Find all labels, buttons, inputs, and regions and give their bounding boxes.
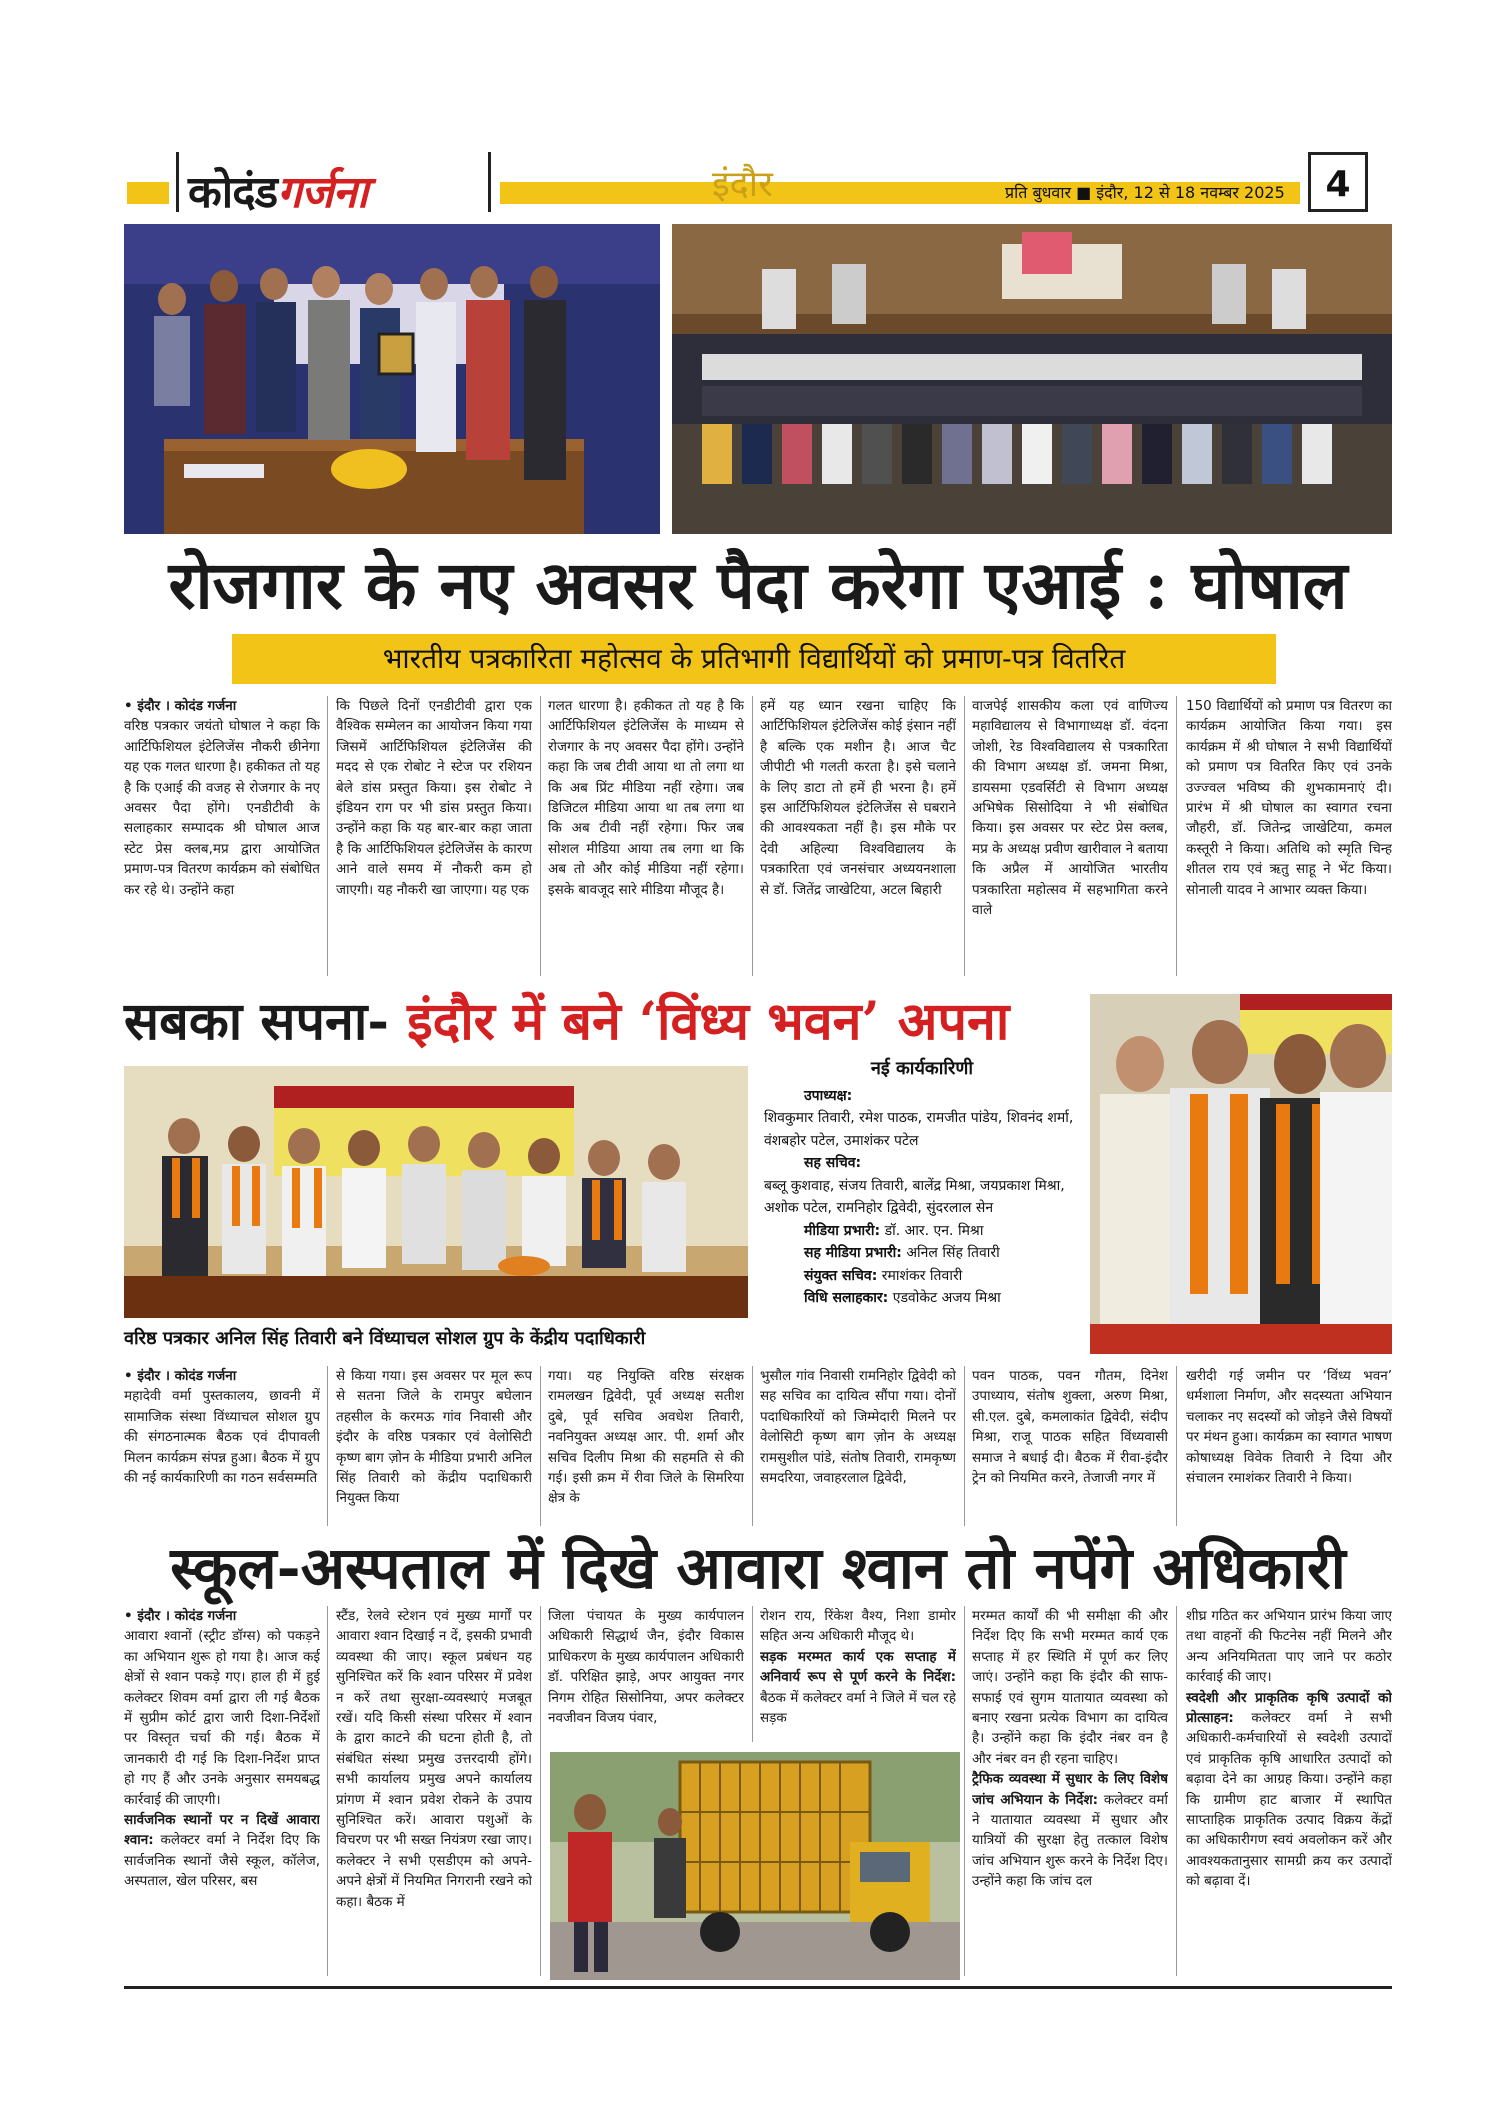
story1-column-5: वाजपेई शासकीय कला एवं वाणिज्य महाविद्यालय से विभागाध्यक्ष डॉ. वंदना जोशी, रेड विश्वविद्यालय से पत्रकारिता की विभाग अध्यक्ष डॉ. जमना मिश्रा, डायसमा एडवर्सिटी से विभाग अध्यक्ष अभिषेक सिसोदिया ने भी संबोधित किया। इस अवसर पर स्टेट प्रेस क्लब, मप्र के अध्यक्ष प्रवीण खारीवाल ने बताया कि अप्रैल में आयोजित भारतीय पत्रकारिता महोत्सव में सहभागिता करने वाले [972, 698, 1168, 919]
story1-dateline: • इंदौर । कोदंड गर्जना [124, 698, 237, 714]
executive-value: अनिल सिंह तिवारी [901, 1245, 1000, 1261]
executive-title: नई कार्यकारिणी [870, 1058, 974, 1079]
story3-column-6 [1186, 1606, 1392, 1982]
logo-part-1: कोदंड [188, 167, 278, 218]
executive-value: रमाशंकर तिवारी [877, 1267, 963, 1284]
column-separator [964, 1366, 965, 1526]
story2-headline-part-1: सबका सपना- [124, 991, 389, 1052]
story3-column-1 [124, 1606, 320, 1982]
story3-col1-subhead: सार्वजनिक स्थानों पर न दिखें आवारा श्वान: [124, 1812, 320, 1849]
masthead-divider-right [488, 152, 491, 212]
newspaper-logo [188, 160, 367, 220]
masthead-city: इंदौर [712, 164, 773, 205]
story1-column-6: 150 विद्यार्थियों को प्रमाण पत्र वितरण का कार्यक्रम आयोजित किया गया। इस कार्यक्रम में श्री घोषाल ने सभी विद्यार्थियों को प्रमाण पत्र वितरित किए एवं उनके उज्ज्वल भविष्य की शुभकामनाएं दी। प्रारंभ में श्री घोषाल का स्वागत रचना जौहरी, डॉ. जितेन्द्र जाखेटिया, कमल कस्तूरी ने किया। अतिथि को स्मृति चिन्ह शीतल राय एवं ऋतु साहू ने भेंट किया। सोनाली यादव ने आभार व्यक्त किया। [1186, 698, 1392, 898]
executive-label: मीडिया प्रभारी: [804, 1222, 881, 1239]
story3-headline: स्कूल-अस्पताल में दिखे आवारा श्वान तो नपेंगे अधिकारी [170, 1534, 1346, 1602]
executive-label: उपाध्यक्ष: [804, 1087, 853, 1104]
executive-value: शिवकुमार तिवारी, रमेश पाठक, रामजीत पांडेय, शिवनंद शर्मा, वंशबहोर पटेल, उमाशंकर पटेल [764, 1110, 1074, 1149]
story3-column-3: जिला पंचायत के मुख्य कार्यपालन अधिकारी सिद्धार्थ जैन, इंदौर विकास प्राधिकरण के मुख्य कार्यपालन अधिकारी डॉ. परिक्षित झाड़े, अपर आयुक्त नगर निगम रोहित सिसोनिया, अपर कलेक्टर नवजीवन विजय पंवार, [548, 1608, 744, 1727]
story2-col1-text: महादेवी वर्मा पुस्तकालय, छावनी में सामाजिक संस्था विंध्याचल सोशल ग्रुप की संगठनात्मक बैठक एवं दीपावली मिलन कार्यक्रम संपन्न हुआ। बैठक में ग्रुप की नई कार्यकारिणी का गठन सर्वसम्मति [124, 1388, 320, 1487]
story3-col5-text: मरम्मत कार्यों की भी समीक्षा की और निर्देश दिए कि सभी मरम्मत कार्य एक सप्ताह में हर स्थिति में पूर्ण कर लिए जाएं। उन्होंने कहा कि इंदौर की साफ-सफाई एवं सुगम यातायात व्यवस्था को बनाए रखना प्रत्येक विभाग का दायित्व है। उन्होंने कहा कि इंदौर नंबर वन है और नंबर वन ही रहना चाहिए। [972, 1608, 1168, 1767]
executive-row [764, 1175, 1080, 1220]
story3-column-2: स्टैंड, रेलवे स्टेशन एवं मुख्य मार्गों पर आवारा श्वान दिखाई न दें, इसकी प्रभावी व्यवस्था की जाए। स्कूल प्रबंधन यह सुनिश्चित करें कि श्वान परिसर में प्रवेश न करें तथा सुरक्षा-व्यवस्थाएं मजबूत रखें। यदि किसी संस्था परिसर में श्वान के द्वारा काटने की घटना होती है, तो संबंधित संस्था प्रमुख उत्तरदायी होंगे। सभी कार्यालय प्रमुख अपने कार्यालय प्रांगण में श्वान प्रवेश रोकने के उपाय सुनिश्चित करें। आवारा पशुओं के विचरण पर भी सख्त नियंत्रण रखा जाए। कलेक्टर ने सभी एसडीएम को अपने-अपने क्षेत्रों में नियमित निगरानी रखने को कहा। बैठक में [336, 1608, 532, 1910]
story3-col1-text: आवारा श्वानों (स्ट्रीट डॉग्स) को पकड़ने का अभियान शुरू हो गया है। आज कई क्षेत्रों से श्वान पकड़े गए। हाल ही में हुई कलेक्टर शिवम वर्मा द्वारा ली गई बैठक में सुप्रीम कोर्ट द्वारा जारी दिशा-निर्देशों पर विस्तृत चर्चा की गई। बैठक में जानकारी दी गई कि दिशा-निर्देश प्राप्त हो गए हैं और उनके अनुसार समयबद्ध कार्रवाई की जाएगी। [124, 1628, 320, 1808]
executive-value: एडवोकेट अजय मिश्रा [888, 1290, 1001, 1306]
story3-col4-subhead: सड़क मरम्मत कार्य एक सप्ताह में अनिवार्य रूप से पूर्ण करने के निर्देश: [760, 1648, 956, 1686]
story2-column-1 [124, 1366, 320, 1532]
executive-row [764, 1287, 1080, 1310]
executive-label: विधि सलाहकार: [804, 1290, 889, 1306]
story2-column-6: खरीदी गई जमीन पर ‘विंध्य भवन’ धर्मशाला निर्माण, और सदस्यता अभियान चलाकर नए सदस्यों को जोड़ने जैसे विषयों पर मंथन हुआ। कार्यक्रम का स्वागत भाषण कोषाध्यक्ष विवेक तिवारी ने दिया और संचालन रमाशंकर तिवारी ने किया। [1186, 1368, 1392, 1487]
story3-col6-text: शीघ्र गठित कर अभियान प्रारंभ किया जाए तथा वाहनों की फिटनेस नहीं मिलने और अन्य अनियमितता पाए जाने पर कठोर कार्रवाई की जाए। [1186, 1608, 1392, 1686]
executive-label: संयुक्त सचिव: [804, 1267, 878, 1284]
column-separator [540, 1606, 541, 1976]
story1-column-3: गलत धारणा है। हकीकत तो यह है कि आर्टिफिशियल इंटेलिजेंस के माध्यम से रोजगार के नए अवसर पैदा होंगे। उन्होंने कहा कि जब टीवी आया था तो लगा था कि अब प्रिंट मीडिया नहीं रहेगा। जब डिजिटल मीडिया आया था तब लगा था कि अब टीवी नहीं रहेगा। फिर जब सोशल मीडिया आया तब लगा था कि अब तो और कोई मीडिया नहीं रहेगा। इसके बावजूद सारे मीडिया मौजूद है। [548, 698, 744, 898]
story2-column-3: गया। यह नियुक्ति वरिष्ठ संरक्षक रामलखन द्विवेदी, पूर्व अध्यक्ष सतीश दुबे, पूर्व सचिव अवधेश तिवारी, नवनियुक्त अध्यक्ष आर. पी. शर्मा और सचिव दिलीप मिश्रा की सहमति से की गई। इसी क्रम में रीवा जिले के सिमरिया क्षेत्र के [548, 1368, 744, 1507]
story3-column-4 [760, 1606, 956, 1748]
story3-col4-text-b: बैठक में कलेक्टर वर्मा ने जिले में चल रहे सड़क [760, 1689, 956, 1727]
executive-label: सह मीडिया प्रभारी: [804, 1245, 902, 1261]
column-separator [327, 1366, 328, 1526]
story2-headline-part-2: इंदौर में बने ‘विंध्य भवन’ अपना [407, 991, 1010, 1052]
executive-row [764, 1265, 1080, 1288]
column-separator [1176, 1366, 1177, 1526]
column-separator [540, 1366, 541, 1526]
story1-subheadline: भारतीय पत्रकारिता महोत्सव के प्रतिभागी विद्यार्थियों को प्रमाण-पत्र वितरित [232, 634, 1276, 684]
executive-row [764, 1107, 1080, 1152]
story1-col1-text: वरिष्ठ पत्रकार जयंतो घोषाल ने कहा कि आर्टिफिशियल इंटेलिजेंस नौकरी छीनेगा यह एक गलत धारणा है। हकीकत तो यह है कि एआई की वजह से रोजगार के नए अवसर पैदा होंगे। एनडीटीवी के सलाहकार सम्पादक श्री घोषाल आज स्टेट प्रेस क्लब,मप्र द्वारा आयोजित प्रमाण-पत्र वितरण कार्यक्रम को संबोधित कर रहे थे। उन्होंने कहा [124, 718, 320, 898]
page-bottom-rule [124, 1986, 1392, 1989]
story1-column-1 [124, 696, 320, 984]
logo-part-2: गर्जना [277, 167, 368, 218]
column-separator [964, 696, 965, 976]
column-separator [327, 696, 328, 976]
story2-headline [124, 986, 1084, 1058]
executive-value: बब्लू कुशवाह, संजय तिवारी, बालेंद्र मिश्रा, जयप्रकाश मिश्रा, अशोक पटेल, रामनिहोर द्विवेदी, सुंदरलाल सेन [764, 1177, 1065, 1216]
column-separator [327, 1606, 328, 1976]
masthead-bar-left [127, 182, 169, 204]
column-separator [752, 1606, 753, 1742]
story3-column-5 [972, 1606, 1168, 1982]
column-separator [752, 1366, 753, 1526]
story2-column-5: पवन पाठक, पवन गौतम, दिनेश उपाध्याय, संतोष शुक्ला, अरुण मिश्रा, सी.एल. दुबे, कमलाकांत द्विवेदी, संदीप मिश्रा, राजू पाठक सहित विंध्यवासी समाज ने बधाई दी। बैठक में रीवा-इंदौर ट्रेन को नियमित करने, तेजाजी नगर में [972, 1368, 1168, 1487]
story3-col6-text-b: कलेक्टर वर्मा ने सभी अधिकारी-कर्मचारियों से स्वदेशी उत्पादों एवं प्राकृतिक कृषि आधारित उत्पादों को बढ़ावा देने का आग्रह किया। उन्होंने कहा कि ग्रामीण हाट बाजार में स्थापित साप्ताहिक प्राकृतिक उत्पाद विक्रय केंद्रों का अधिकारीगण स्वयं अवलोकन करें और आवश्यकतानुसार सामग्री क्रय कर उत्पादों को बढ़ावा दें। [1186, 1710, 1392, 1890]
photo-felicitation [1090, 994, 1392, 1354]
column-separator [1176, 1606, 1177, 1976]
executive-label: सह सचिव: [804, 1155, 862, 1171]
story3-col1-text-b: कलेक्टर वर्मा ने निर्देश दिए कि सार्वजनिक स्थानों जैसे स्कूल, कॉलेज, अस्पताल, खेल परिसर, बस [124, 1832, 320, 1890]
photo-certificate-handover [124, 224, 660, 534]
executive-row [764, 1152, 1080, 1175]
executive-row [764, 1242, 1080, 1265]
story3-col6-subhead: स्वदेशी और प्राकृतिक कृषि उत्पादों को प्रोत्साहन: [1186, 1689, 1392, 1727]
story2-photo-caption: वरिष्ठ पत्रकार अनिल सिंह तिवारी बने विंध्याचल सोशल ग्रुप के केंद्रीय पदाधिकारी [124, 1328, 646, 1349]
executive-value: डॉ. आर. एन. मिश्रा [880, 1222, 984, 1239]
column-separator [540, 696, 541, 976]
column-separator [1176, 696, 1177, 976]
column-separator [964, 1606, 965, 1976]
story2-dateline: • इंदौर । कोदंड गर्जना [124, 1368, 237, 1384]
masthead-dateline: प्रति बुधवार ■ इंदौर, 12 से 18 नवम्बर 2025 [1005, 183, 1285, 202]
photo-vindhya-group-meeting [124, 1066, 748, 1318]
story3-col5-text-b: कलेक्टर वर्मा ने यातायात व्यवस्था में सुधार और यात्रियों की सुरक्षा हेतु तत्काल विशेष जांच अभियान शुरू करने के निर्देश दिए। उन्होंने कहा कि जांच दल [972, 1791, 1168, 1890]
story2-column-4: भुसौल गांव निवासी रामनिहोर द्विवेदी को सह सचिव का दायित्व सौंपा गया। दोनों पदाधिकारियों को जिम्मेदारी मिलने पर वेलोसिटी कृष्ण बाग ज़ोन के अध्यक्ष रामसुशील पांडे, संतोष तिवारी, रामकृष्ण समदरिया, जवाहरलाल द्विवेदी, [760, 1368, 956, 1487]
story2-column-2: से किया गया। इस अवसर पर मूल रूप से सतना जिले के रामपुर बघेलान तहसील के करमऊ गांव निवासी और इंदौर के वरिष्ठ पत्रकार एवं वेलोसिटी कृष्ण बाग ज़ोन के मीडिया प्रभारी अनिल सिंह तिवारी को केंद्रीय पदाधिकारी नियुक्त किया [336, 1368, 532, 1507]
story3-dateline: • इंदौर । कोदंड गर्जना [124, 1608, 237, 1624]
masthead-divider-left [176, 152, 179, 212]
executive-committee-box [764, 1058, 1080, 1322]
story1-headline: रोजगार के नए अवसर पैदा करेगा एआई : घोषाल [168, 546, 1348, 624]
story1-column-4: हमें यह ध्यान रखना चाहिए कि आर्टिफिशियल इंटेलिजेंस कोई इंसान नहीं है बल्कि एक मशीन है। आज चैट जीपीटी भी गलती करता है। इसे चलाने के लिए डाटा तो हमें ही भरना है। हमें इस आर्टिफिशियल इंटेलिजेंस से घबराने की आवश्यकता नहीं है। इस मौके पर देवी अहिल्या विश्वविद्यालय के पत्रकारिता एवं जनसंचार अध्ययनशाला से डॉ. जितेंद्र जाखेटिया, अटल बिहारी [760, 698, 956, 898]
page-number: 4 [1308, 152, 1368, 212]
column-separator [752, 696, 753, 976]
executive-row [764, 1220, 1080, 1243]
photo-students-group [672, 224, 1392, 534]
photo-dog-catcher-vehicle [550, 1752, 960, 1980]
story3-col4-text: रोशन राय, रिंकेश वैश्य, निशा डामोर सहित अन्य अधिकारी मौजूद थे। [760, 1608, 956, 1645]
story1-column-2: कि पिछले दिनों एनडीटीवी द्वारा एक वैश्विक सम्मेलन का आयोजन किया गया जिसमें आर्टिफिशियल इंटेलिजेंस की मदद से एक रोबोट ने स्टेज पर रशियन बेले डांस प्रस्तुत किया। इस रोबोट ने इंडियन राग पर भी डांस प्रस्तुत किया। उन्होंने कहा कि यह बार-बार कहा जाता है कि आर्टिफिशियल इंटेलिजेंस के कारण आने वाले समय में नौकरी कम हो जाएगी। यह नौकरी खा जाएगा। यह एक [336, 698, 532, 898]
executive-row [764, 1085, 1080, 1108]
story3-col5-subhead: ट्रैफिक व्यवस्था में सुधार के लिए विशेष जांच अभियान के निर्देश: [972, 1771, 1168, 1808]
